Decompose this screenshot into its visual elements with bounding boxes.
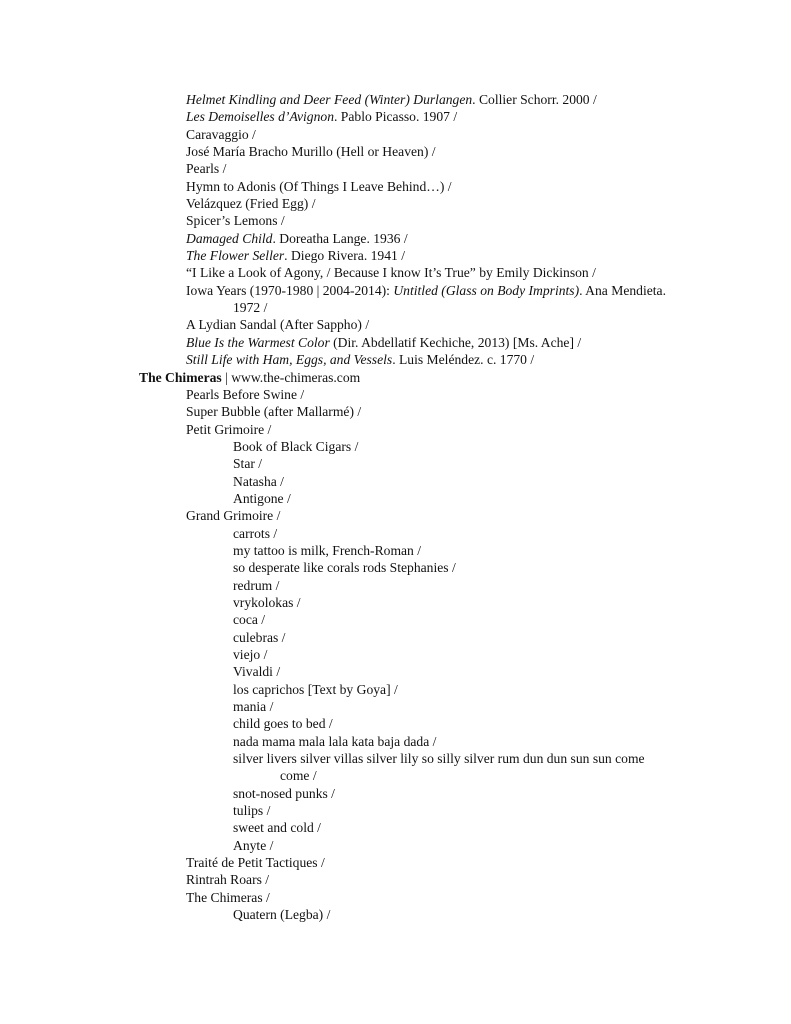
list-item: The Chimeras / xyxy=(186,889,270,905)
sub-list-item: sweet and cold / xyxy=(233,820,321,836)
work-credit: Spicer’s Lemons / xyxy=(186,213,285,229)
work-credit: José María Bracho Murillo (Hell or Heaven) / xyxy=(186,144,436,160)
work-title: Les Demoiselles d’Avignon xyxy=(186,109,334,125)
list-item: Traité de Petit Tactiques / xyxy=(186,855,325,871)
work-credit: A Lydian Sandal (After Sappho) / xyxy=(186,317,370,333)
list-item: Pearls Before Swine / xyxy=(186,386,305,402)
work-lead: Iowa Years (1970-1980 | 2004-2014): xyxy=(186,282,394,298)
work-credit: . Diego Rivera. 1941 / xyxy=(284,248,405,264)
list-item-iowa-years xyxy=(0,282,791,299)
sub-list-item: Natasha / xyxy=(233,473,284,489)
list-item xyxy=(0,160,791,177)
sub-list-item: vrykolokas / xyxy=(233,594,301,610)
sub-list-item: culebras / xyxy=(233,629,286,645)
list-item xyxy=(0,91,791,108)
sub-list-item: snot-nosed punks / xyxy=(233,785,335,801)
list-item-grand-grimoire: Grand Grimoire / xyxy=(186,508,281,524)
document-page xyxy=(0,91,791,924)
website-url: www.the-chimeras.com xyxy=(231,369,361,385)
list-item xyxy=(0,230,791,247)
work-credit: Hymn to Adonis (Of Things I Leave Behind…) / xyxy=(186,178,452,194)
work-credit: Caravaggio / xyxy=(186,126,256,142)
work-title: The Flower Seller xyxy=(186,248,285,264)
list-item-continuation: 1972 / xyxy=(233,300,268,316)
work-credit: . Ana Mendieta. xyxy=(579,282,666,298)
list-item xyxy=(0,351,791,368)
section-title: The Chimeras xyxy=(139,369,222,385)
work-title: Still Life with Ham, Eggs, and Vessels xyxy=(186,352,393,368)
list-item xyxy=(0,316,791,333)
sub-list-item-silver: silver livers silver villas silver lily so silly silver rum dun dun sun sun come xyxy=(233,751,645,767)
work-credit: Pearls / xyxy=(186,161,227,177)
list-item xyxy=(0,195,791,212)
work-credit: Velázquez (Fried Egg) / xyxy=(186,196,316,212)
work-title: Untitled (Glass on Body Imprints) xyxy=(393,282,580,298)
sub-list-item: coca / xyxy=(233,612,266,628)
list-item xyxy=(0,212,791,229)
sub-list-item: child goes to bed / xyxy=(233,716,333,732)
work-credit: . Luis Meléndez. c. 1770 / xyxy=(392,352,535,368)
list-item xyxy=(0,247,791,264)
list-item xyxy=(0,126,791,143)
work-credit: . Doreatha Lange. 1936 / xyxy=(272,230,408,246)
list-item xyxy=(0,334,791,351)
list-item: Rintrah Roars / xyxy=(186,872,270,888)
work-title: Helmet Kindling and Deer Feed (Winter) Durlangen xyxy=(186,92,473,107)
list-item xyxy=(0,108,791,125)
sub-list-item: Antigone / xyxy=(233,490,291,506)
sub-list-item: redrum / xyxy=(233,577,280,593)
heading-separator: | xyxy=(221,369,232,385)
work-title: Damaged Child xyxy=(186,230,273,246)
work-credit: “I Like a Look of Agony, / Because I know It’s True” by Emily Dickinson / xyxy=(186,265,596,281)
list-item-petit-grimoire: Petit Grimoire / xyxy=(186,421,272,437)
sub-list-item: tulips / xyxy=(233,803,271,819)
sub-list-item: viejo / xyxy=(233,647,268,662)
list-item xyxy=(0,143,791,160)
sub-list-item: Quatern (Legba) / xyxy=(233,907,331,923)
sub-list-item: so desperate like corals rods Stephanies / xyxy=(233,560,456,576)
list-item: Super Bubble (after Mallarmé) / xyxy=(186,404,362,420)
list-item xyxy=(0,264,791,281)
work-credit: . Pablo Picasso. 1907 / xyxy=(334,109,458,125)
work-title: Blue Is the Warmest Color xyxy=(186,334,330,350)
sub-list-item: los caprichos [Text by Goya] / xyxy=(233,681,398,697)
list-item xyxy=(0,178,791,195)
sub-list-item: Vivaldi / xyxy=(233,664,281,680)
sub-list-item: nada mama mala lala kata baja dada / xyxy=(233,733,437,749)
sub-list-item: mania / xyxy=(233,699,274,715)
section-heading-the-chimeras xyxy=(0,369,791,386)
sub-list-item-continuation: come / xyxy=(280,768,317,784)
sub-list-item: Anyte / xyxy=(233,837,274,853)
work-credit: (Dir. Abdellatif Kechiche, 2013) [Ms. Ache] / xyxy=(329,334,582,350)
sub-list-item: my tattoo is milk, French-Roman / xyxy=(233,542,422,558)
sub-list-item: carrots / xyxy=(233,525,278,541)
work-credit: . Collier Schorr. 2000 / xyxy=(472,92,597,107)
sub-list-item: Book of Black Cigars / xyxy=(233,438,359,454)
sub-list-item: Star / xyxy=(233,456,263,472)
